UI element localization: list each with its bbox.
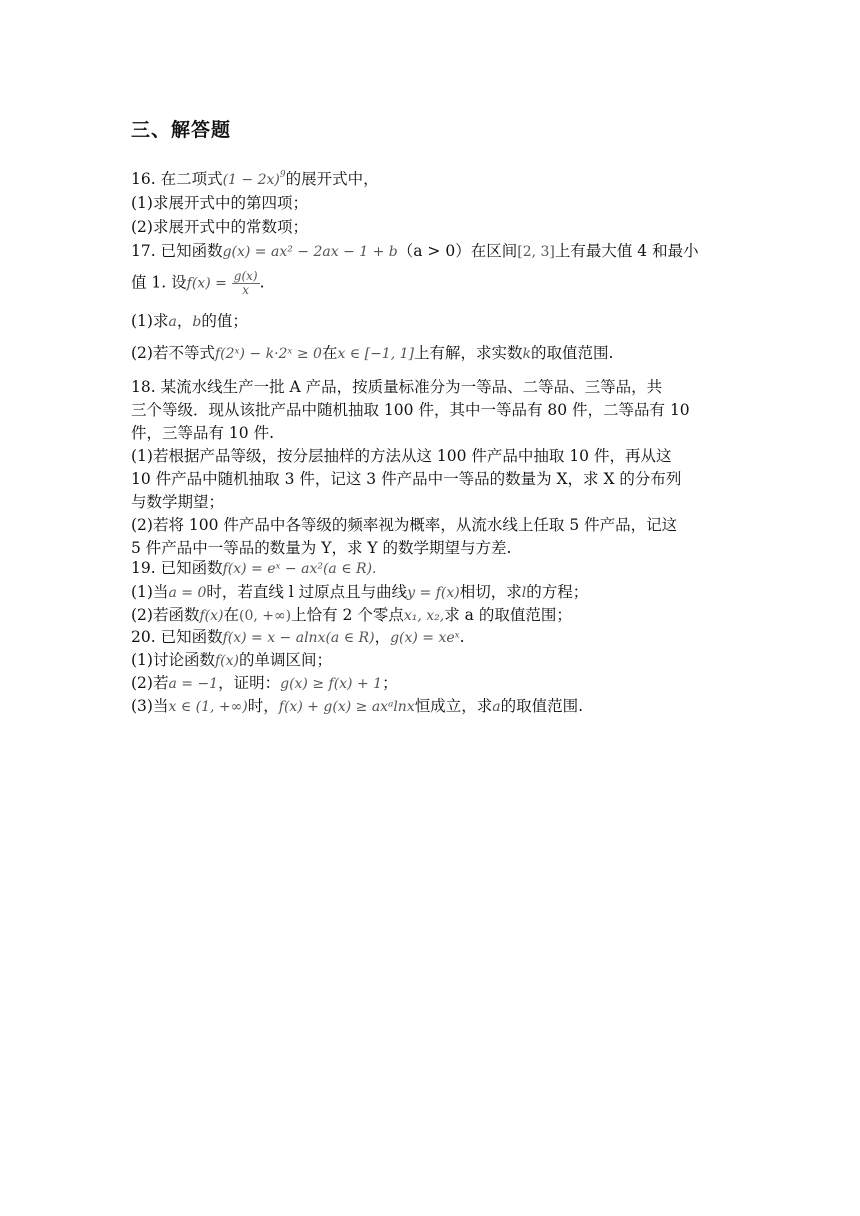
q17-fraction: $\frac{g(x)}{x}$ (233, 269, 258, 297)
q17-function-g: g(x) = ax² − 2ax − 1 + b (222, 244, 398, 260)
q16-part1: (1)求展开式中的第四项； (131, 194, 308, 212)
q16-binomial: $(1 - 2x)^9$ (222, 170, 286, 188)
q19-part1: (1)当a = 0时，若直线 l 过原点且与曲线y = f(x)相切，求l的方程； (131, 583, 589, 601)
q17-inequality: f(2ˣ) − k·2ˣ ≥ 0 (214, 346, 322, 362)
q20-part1: (1)讨论函数f(x)的单调区间； (131, 651, 332, 669)
q18-line8: 5 件产品中一等品的数量为 Y，求 Y 的数学期望与方差. (131, 539, 512, 557)
q16-stem (131, 165, 379, 190)
q17-part1: (1)求a，b的值； (131, 312, 248, 330)
q20-stem: 20. 已知函数f(x) = x − alnx(a ∈ R)，g(x) = xeˣ. (131, 628, 465, 646)
q16-part2: (2)求展开式中的常数项； (131, 218, 308, 236)
q18-line1: 18. 某流水线生产一批 A 产品，按质量标准分为一等品、二等品、三等品，共 (131, 378, 663, 396)
q16-stem-post: 的展开式中， (285, 170, 379, 188)
q20-function-f: f(x) = x − alnx(a ∈ R) (222, 630, 375, 646)
q18-line6: 与数学期望； (131, 493, 225, 511)
q17-part2: (2)若不等式f(2ˣ) − k·2ˣ ≥ 0在x ∈ [−1, 1]上有解，求实数k的取值范围. (131, 344, 614, 362)
q18-line3: 件，三等品有 10 件. (131, 424, 275, 442)
q17-interval: [2, 3] (517, 244, 555, 260)
q18-line5: 10 件产品中随机抽取 3 件，记这 3 件产品中一等品的数量为 X，求 X 的分布列 (131, 470, 682, 488)
q20-part3: (3)当x ∈ (1, +∞)时，f(x) + g(x) ≥ axᵃlnx恒成立，求a的取值范围. (131, 697, 584, 715)
q18-line2: 三个等级．现从该批产品中随机抽取 100 件，其中一等品有 80 件，二等品有 10 (131, 401, 690, 419)
q20-part2: (2)若a = −1，证明：g(x) ≥ f(x) + 1； (131, 674, 398, 692)
section-title: 三、解答题 (131, 119, 232, 141)
q19-function-f: f(x) = eˣ − ax²(a ∈ R). (222, 561, 377, 577)
q16-stem-pre: 16. 在二项式 (131, 170, 223, 188)
q18-line4: (1)若根据产品等级，按分层抽样的方法从这 100 件产品中抽取 10 件，再从这 (131, 447, 672, 465)
q20-function-g: g(x) = xeˣ (390, 630, 460, 646)
q17-stem-line2: 值 1. 设f(x) = $\frac{g(x)}{x}$ . (131, 269, 265, 297)
q19-stem: 19. 已知函数f(x) = eˣ − ax²(a ∈ R). (131, 559, 377, 577)
q17-stem: 17. 已知函数g(x) = ax² − 2ax − 1 + b（a > 0）在区间[2, 3]上有最大值 4 和最小 (131, 242, 699, 260)
q19-part2: (2)若函数f(x)在(0, +∞)上恰有 2 个零点x₁, x₂,求 a 的取值范围； (131, 606, 572, 624)
q18-line7: (2)若将 100 件产品中各等级的频率视为概率，从流水线上任取 5 件产品，记这 (131, 516, 678, 534)
